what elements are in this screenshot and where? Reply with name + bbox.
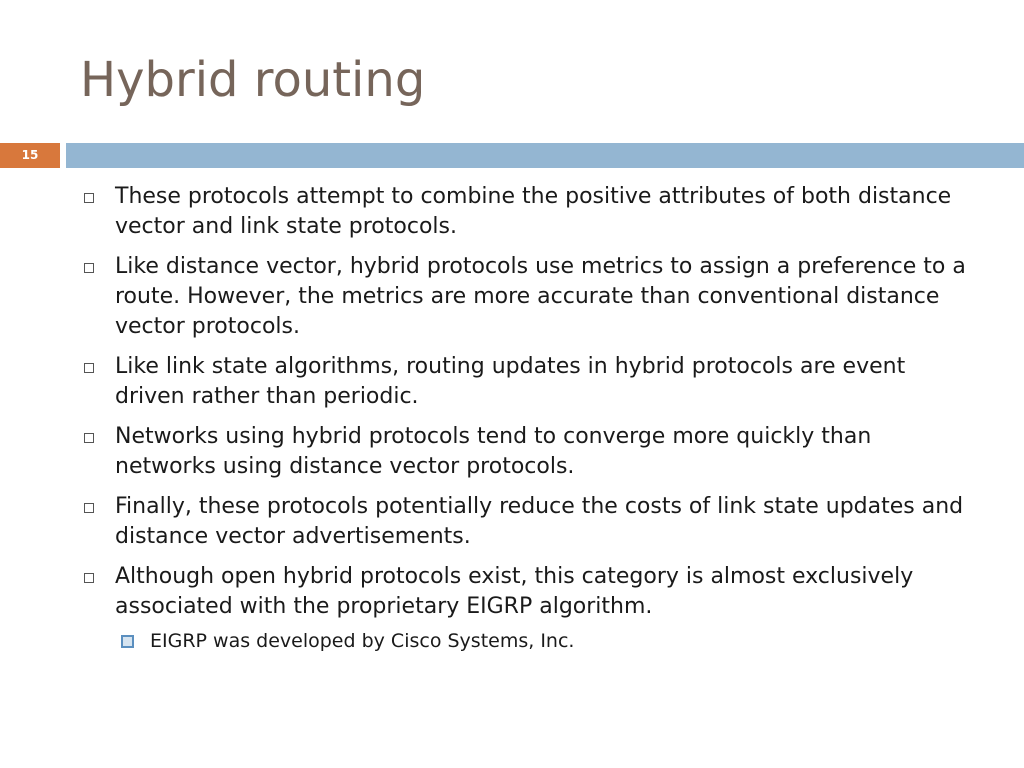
bullet-text: Networks using hybrid protocols tend to converge more quickly than networks using distance vector protocols. — [115, 424, 872, 479]
hollow-square-bullet-icon — [84, 573, 94, 583]
hollow-square-bullet-icon — [84, 503, 94, 513]
bullet-text: Finally, these protocols potentially reduce the costs of link state updates and distance vector advertisements. — [115, 494, 964, 549]
bullet-text: Although open hybrid protocols exist, this category is almost exclusively associated with the proprietary EIGRP algorithm. — [115, 564, 914, 619]
bullet-text: These protocols attempt to combine the positive attributes of both distance vector and link state protocols. — [115, 184, 952, 239]
bullet-item — [80, 492, 970, 552]
bullet-item — [80, 252, 970, 342]
hollow-square-bullet-icon — [84, 433, 94, 443]
bullet-list — [80, 182, 970, 664]
bullet-item — [80, 422, 970, 482]
sub-bullet-item — [115, 628, 970, 654]
slide-title: Hybrid routing — [80, 52, 426, 108]
bullet-item — [80, 182, 970, 242]
bullet-text: Like distance vector, hybrid protocols use metrics to assign a preference to a route. However, the metrics are more accurate than conventional distance vector protocols. — [115, 254, 966, 339]
bullet-text: Like link state algorithms, routing updates in hybrid protocols are event driven rather than periodic. — [115, 354, 906, 409]
hollow-square-bullet-icon — [84, 263, 94, 273]
hollow-square-bullet-icon — [84, 193, 94, 203]
sub-bullet-text: EIGRP was developed by Cisco Systems, Inc. — [150, 630, 575, 652]
sub-bullet-list — [115, 628, 970, 654]
bullet-item — [80, 352, 970, 412]
header-bar — [66, 143, 1024, 168]
filled-square-bullet-icon — [121, 635, 134, 648]
hollow-square-bullet-icon — [84, 363, 94, 373]
bullet-item — [80, 562, 970, 654]
slide-number-badge: 15 — [0, 143, 60, 168]
